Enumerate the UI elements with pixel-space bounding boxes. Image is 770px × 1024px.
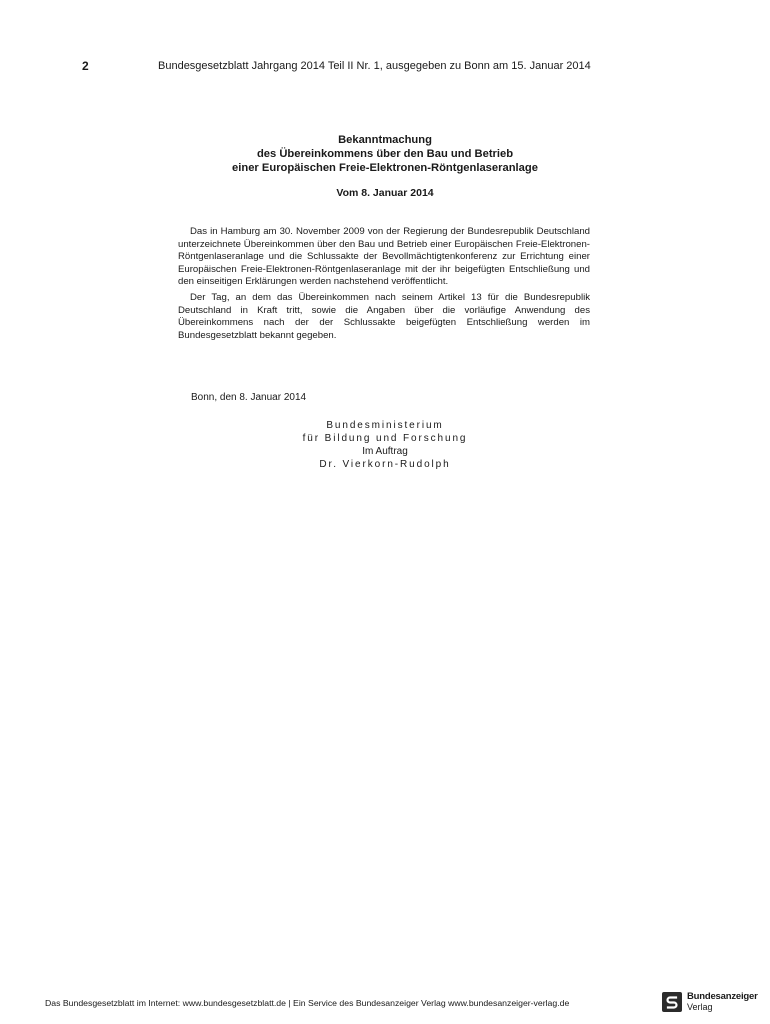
logo-name: Bundesanzeiger bbox=[687, 991, 758, 1002]
running-header: Bundesgesetzblatt Jahrgang 2014 Teil II Nr. 1, ausgegeben zu Bonn am 15. Januar 2014 bbox=[158, 60, 591, 72]
logo-sub: Verlag bbox=[687, 1002, 713, 1012]
document-date: Vom 8. Januar 2014 bbox=[336, 187, 434, 199]
publisher-logo bbox=[662, 992, 758, 1012]
bundesanzeiger-logo-icon bbox=[662, 992, 682, 1012]
footer-text: Das Bundesgesetzblatt im Internet: www.bundesgesetzblatt.de | Ein Service des Bundesanzeiger Verlag www.bundesanzeiger-verlag.de bbox=[45, 998, 570, 1008]
place-and-date: Bonn, den 8. Januar 2014 bbox=[191, 392, 307, 403]
body-paragraph-2: Der Tag, an dem das Übereinkommen nach seinem Artikel 13 für die Bundesrepublik Deutschland in Kraft tritt, sowie die Angaben über die vorläufige Anwendung des Übereinkommens nach der der Schlussakte beigefügten Entschließung werden im Bundesgesetzblatt bekannt gegeben. bbox=[178, 291, 590, 341]
document-title bbox=[150, 133, 620, 175]
body-paragraph-1: Das in Hamburg am 30. November 2009 von der Regierung der Bundesrepublik Deutschland unterzeichnete Übereinkommen über den Bau und Betrieb einer Europäischen Freie-Elektronen-Röntgenlaseranlage und die Schlussakte der Bevollmächtigtenkonferenz zur Errichtung einer Europäischen Freie-Elektronen-Röntgenlaseranlage mit der ihr beigefügten Entschließung und den einseitigen Erklärungen werden nachstehend veröffentlicht. bbox=[178, 226, 590, 288]
signature-name: Dr. Vierkorn-Rudolph bbox=[319, 459, 451, 470]
title-line-3: einer Europäischen Freie-Elektronen-Röntgenlaseranlage bbox=[232, 162, 538, 174]
signature-block bbox=[250, 419, 520, 471]
page-number: 2 bbox=[82, 59, 89, 73]
title-line-2: des Übereinkommens über den Bau und Betrieb bbox=[256, 148, 514, 160]
title-line-1: Bekanntmachung bbox=[338, 134, 432, 146]
signature-ministry-department: für Bildung und Forschung bbox=[302, 433, 468, 444]
body-text bbox=[178, 226, 590, 345]
signature-on-behalf: Im Auftrag bbox=[362, 446, 408, 457]
signature-ministry: Bundesministerium bbox=[326, 420, 444, 431]
